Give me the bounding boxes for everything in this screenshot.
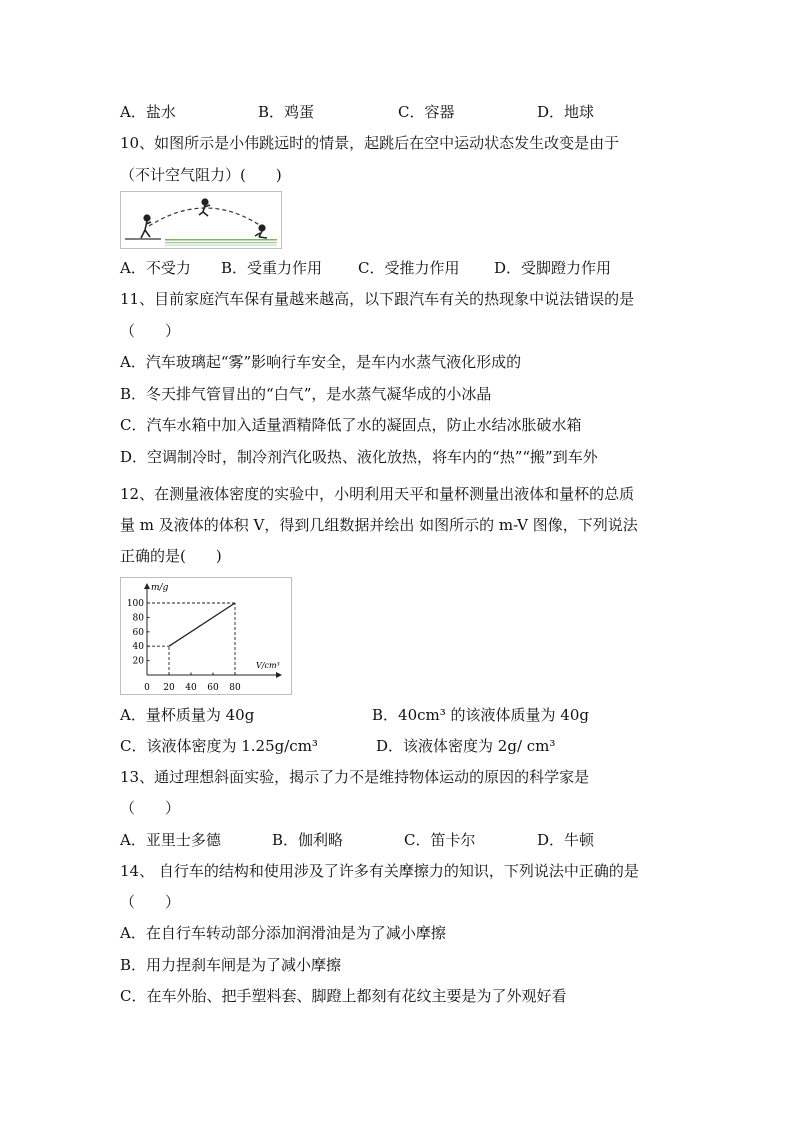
long-jump-illustration: [121, 192, 281, 248]
x-tick-label-80: 80: [229, 683, 241, 693]
q11-option-a: A．汽车玻璃起“雾”影响行车安全，是车内水蒸气液化形成的: [120, 353, 522, 371]
jumper-takeoff: [141, 215, 151, 238]
q14-stem-line2: （ ）: [120, 893, 181, 911]
q13-option-b: B．伽利略: [272, 831, 344, 849]
q14-stem-line1: 14、 自行车的结构和使用涉及了许多有关摩擦力的知识，下列说法中正确的是: [120, 862, 639, 880]
jumper-landing: [255, 225, 267, 238]
q11-option-d: D．空调制冷时，制冷剂汽化吸热、液化放热，将车内的“热”“搬”到车外: [120, 448, 598, 466]
m-v-graph-frame: [120, 577, 292, 695]
q10-stem-line2: （不计空气阻力）( ): [120, 166, 282, 184]
x-tick-label-0: 0: [144, 683, 150, 693]
q13-option-a: A．亚里士多德: [120, 831, 221, 849]
q12-option-b: B．40cm³ 的该液体质量为 40g: [372, 706, 589, 724]
q11-option-b: B．冬天排气管冒出的“白气”，是水蒸气凝华成的小冰晶: [120, 385, 492, 403]
q10-stem-line1: 10、如图所示是小伟跳远时的情景，起跳后在空中运动状态发生改变是由于: [120, 134, 620, 152]
q12-stem-line1: 12、在测量液体密度的实验中，小明利用天平和量杯测量出液体和量杯的总质: [120, 485, 635, 503]
y-axis-label: m/g: [151, 583, 169, 593]
x-tick-label-20: 20: [163, 683, 175, 693]
y-tick-label-40: 40: [132, 642, 144, 653]
q12-option-c: C．该液体密度为 1.25g/cm³: [120, 737, 318, 755]
series-line-0: [169, 603, 235, 646]
x-tick-label-40: 40: [185, 683, 197, 693]
q12-stem-line2: 量 m 及液体的体积 V，得到几组数据并绘出 如图所示的 m-V 图像，下列说法: [120, 516, 638, 534]
q9-option-b: B．鸡蛋: [258, 103, 315, 121]
sand-pit: [165, 239, 277, 246]
q13-option-c: C．笛卡尔: [404, 831, 476, 849]
y-tick-label-100: 100: [126, 599, 144, 609]
q12-stem-line3: 正确的是( ): [120, 547, 222, 565]
q12-option-a: A．量杯质量为 40g: [120, 706, 255, 724]
y-tick-label-60: 60: [132, 627, 144, 638]
q10-option-d: D．受脚蹬力作用: [494, 259, 612, 277]
q13-stem-line1: 13、通过理想斜面实验，揭示了力不是维持物体运动的原因的科学家是: [120, 768, 590, 786]
q11-stem-line1: 11、目前家庭汽车保有量越来越高，以下跟汽车有关的热现象中说法错误的是: [120, 290, 635, 308]
q14-option-b: B．用力捏刹车闸是为了减小摩擦: [120, 956, 342, 974]
q13-option-d: D．牛顿: [537, 831, 595, 849]
y-tick-label-20: 20: [132, 656, 144, 667]
q11-option-c: C．汽车水箱中加入适量酒精降低了水的凝固点，防止水结冰胀破水箱: [120, 416, 582, 434]
y-tick-label-80: 80: [132, 613, 144, 624]
m-v-graph: [121, 578, 291, 694]
q9-option-a: A．盐水: [120, 103, 176, 121]
q10-option-c: C．受推力作用: [358, 259, 460, 277]
long-jump-figure: [120, 191, 282, 249]
jump-trajectory: [149, 208, 261, 226]
q11-stem-line2: （ ）: [120, 322, 181, 340]
q13-stem-line2: （ ）: [120, 799, 181, 817]
x-tick-label-60: 60: [207, 683, 219, 693]
q9-option-d: D．地球: [537, 103, 595, 121]
q9-option-c: C．容器: [398, 103, 455, 121]
x-axis-label: V/cm³: [256, 661, 280, 670]
q14-option-a: A．在自行车转动部分添加润滑油是为了减小摩擦: [120, 924, 446, 942]
jumper-midair: [199, 199, 210, 216]
q10-option-b: B．受重力作用: [221, 259, 323, 277]
q14-option-c: C．在车外胎、把手塑料套、脚蹬上都刻有花纹主要是为了外观好看: [120, 987, 567, 1005]
q10-option-a: A．不受力: [120, 259, 191, 277]
q12-option-d: D．该液体密度为 2g/ cm³: [376, 737, 556, 755]
